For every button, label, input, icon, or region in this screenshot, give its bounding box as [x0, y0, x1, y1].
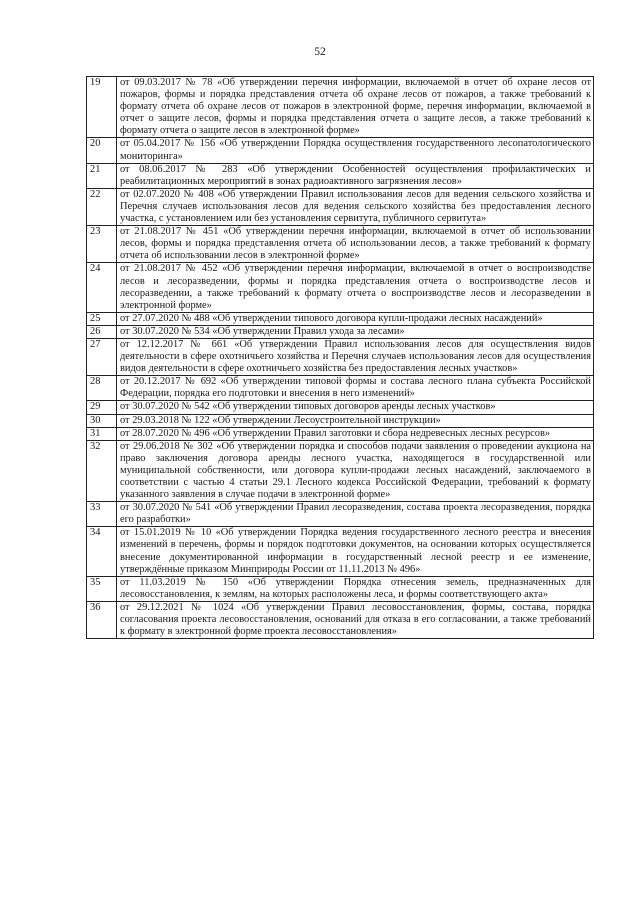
row-text: от 29.06.2018 № 302 «Об утверждении порядка и способов подачи заявления о проведении аукциона на право заключения договора аренды лесного участка, находящегося в государственной или муниципальной собственности, или договора купли-продажи лесных насаждений, заключаемого в соответствии с частью 4 статьи 29.1 Лесного кодекса Российской Федерации, требований к формату указанного заявления в случае подачи в электронной форме»: [117, 440, 594, 501]
row-number: 19: [87, 77, 117, 138]
row-number: 24: [87, 263, 117, 312]
row-number: 27: [87, 338, 117, 375]
table-row: [87, 138, 594, 163]
table-row: [87, 163, 594, 188]
row-text: от 29.03.2018 № 122 «Об утверждении Лесоустроительной инструкции»: [117, 414, 594, 427]
page-number: 52: [314, 46, 326, 58]
table-row: [87, 325, 594, 338]
row-text: от 27.07.2020 № 488 «Об утверждении типового договора купли-продажи лесных насаждений»: [117, 312, 594, 325]
table-row: [87, 188, 594, 225]
row-number: 31: [87, 427, 117, 440]
row-number: 35: [87, 576, 117, 601]
row-text: от 05.04.2017 № 156 «Об утверждении Порядка осуществления государственного лесопатологического мониторинга»: [117, 138, 594, 163]
row-text: от 02.07.2020 № 408 «Об утверждении Правил использования лесов для ведения сельского хозяйства и Перечня случаев использования лесов для ведения сельского хозяйства без предоставления лесного участка, с установлением или без установления сервитута, публичного сервитута»: [117, 188, 594, 225]
table-row: [87, 601, 594, 638]
row-text: от 21.08.2017 № 451 «Об утверждении перечня информации, включаемой в отчет об использовании лесов, формы и порядка представления отчета об использовании лесов, а также требований к формату отчета об использовании лесов в электронной форме»: [117, 226, 594, 263]
row-number: 26: [87, 325, 117, 338]
row-text: от 29.12.2021 № 1024 «Об утверждении Правил лесовосстановления, формы, состава, порядка согласования проекта лесовосстановления, оснований для отказа в его согласовании, а также требований к формату в электронной форме проекта лесовосстановления»: [117, 601, 594, 638]
row-number: 32: [87, 440, 117, 501]
row-text: от 28.07.2020 № 496 «Об утверждении Правил заготовки и сбора недревесных лесных ресурсов»: [117, 427, 594, 440]
document-table: [86, 76, 594, 639]
row-number: 20: [87, 138, 117, 163]
row-number: 28: [87, 376, 117, 401]
table-row: [87, 376, 594, 401]
row-number: 33: [87, 502, 117, 527]
row-number: 34: [87, 527, 117, 576]
row-number: 22: [87, 188, 117, 225]
row-text: от 20.12.2017 № 692 «Об утверждении типовой формы и состава лесного плана субъекта Российской Федерации, порядка его подготовки и внесения в него изменений»: [117, 376, 594, 401]
table-row: [87, 338, 594, 375]
table-row: [87, 312, 594, 325]
row-text: от 30.07.2020 № 542 «Об утверждении типовых договоров аренды лесных участков»: [117, 401, 594, 414]
table-row: [87, 414, 594, 427]
table-row: [87, 502, 594, 527]
row-number: 21: [87, 163, 117, 188]
table-row: [87, 226, 594, 263]
table-row: [87, 401, 594, 414]
row-number: 25: [87, 312, 117, 325]
row-text: от 15.01.2019 № 10 «Об утверждении Порядка ведения государственного лесного реестра и внесения изменений в перечень, формы и порядок подготовки документов, на основании которых осуществляется внесение документированной информации в государственный лесной реестр и ее изменение, утверждённые приказом Минприроды России от 11.11.2013 № 496»: [117, 527, 594, 576]
row-number: 29: [87, 401, 117, 414]
row-text: от 12.12.2017 № 661 «Об утверждении Правил использования лесов для осуществления видов деятельности в сфере охотничьего хозяйства и Перечня случаев использования лесов для осуществления видов деятельности в сфере охотничьего хозяйства без предоставления лесных участков»: [117, 338, 594, 375]
table-row: [87, 527, 594, 576]
row-text: от 30.07.2020 № 534 «Об утверждении Правил ухода за лесами»: [117, 325, 594, 338]
row-text: от 08.06.2017 № 283 «Об утверждении Особенностей осуществления профилактических и реабилитационных мероприятий в зонах радиоактивного загрязнения лесов»: [117, 163, 594, 188]
row-number: 23: [87, 226, 117, 263]
row-number: 30: [87, 414, 117, 427]
row-text: от 09.03.2017 № 78 «Об утверждении перечня информации, включаемой в отчет об охране лесов от пожаров, формы и порядка представления отчета об охране лесов от пожаров, а также требований к формату отчета об охране лесов от пожаров в электронной форме, перечня информации, включаемой в отчет о защите лесов, формы и порядка представления отчета о защите лесов, а также требований к формату отчета о защите лесов в электронной форме»: [117, 77, 594, 138]
table-row: [87, 77, 594, 138]
table-row: [87, 263, 594, 312]
table-row: [87, 427, 594, 440]
row-text: от 30.07.2020 № 541 «Об утверждении Правил лесоразведения, состава проекта лесоразведения, порядка его разработки»: [117, 502, 594, 527]
table-row: [87, 440, 594, 501]
row-number: 36: [87, 601, 117, 638]
table-row: [87, 576, 594, 601]
row-text: от 11.03.2019 № 150 «Об утверждении Порядка отнесения земель, предназначенных для лесовосстановления, к землям, на которых расположены леса, и формы соответствующего акта»: [117, 576, 594, 601]
row-text: от 21.08.2017 № 452 «Об утверждении перечня информации, включаемой в отчет о воспроизводстве лесов и лесоразведении, формы и порядка представления отчета о воспроизводстве лесов и лесоразведении, а также требований к формату отчета о воспроизводстве лесов и лесоразведении в электронной форме»: [117, 263, 594, 312]
